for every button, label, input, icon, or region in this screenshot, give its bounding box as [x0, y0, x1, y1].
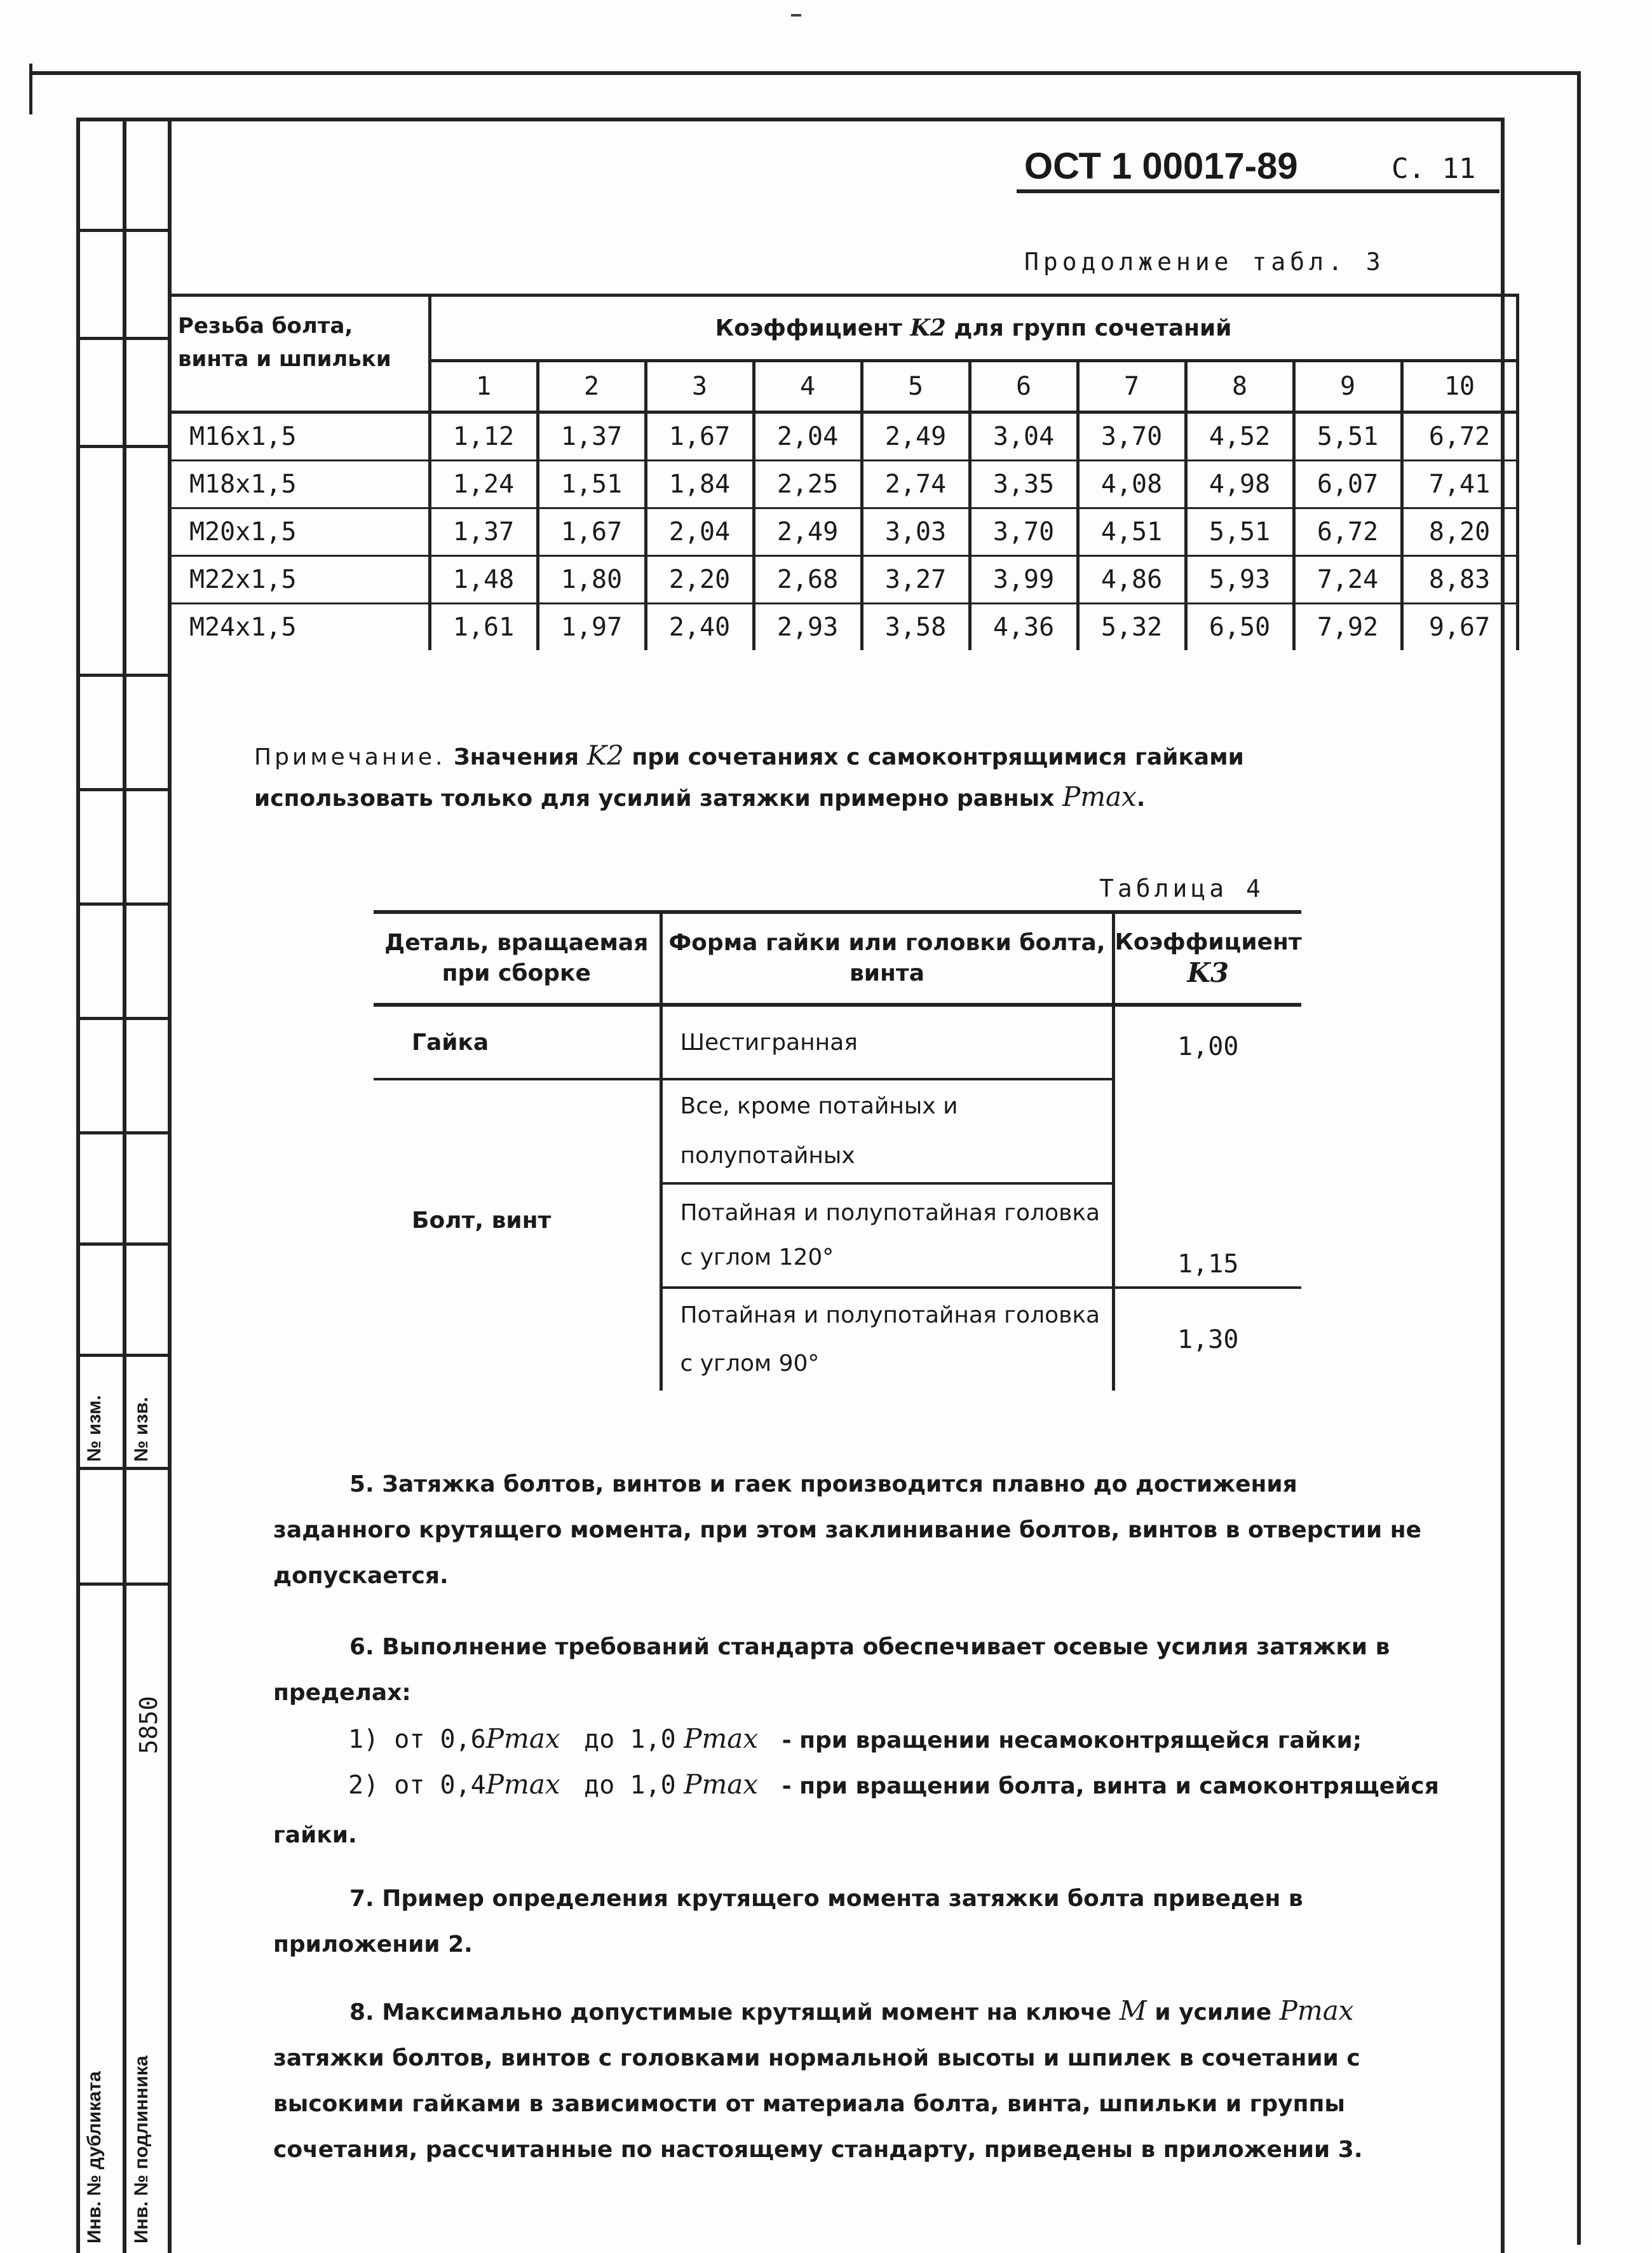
paragraph-6-item-2	[348, 1762, 1492, 1809]
thread-size-cell: М16x1,5	[170, 412, 430, 461]
strip-divider	[76, 788, 172, 791]
item1-to: до 1,0	[584, 1725, 676, 1754]
k2-value-cell: 5,93	[1186, 556, 1294, 604]
col-coef-header	[1113, 912, 1301, 1005]
margin-dublikat: Инв. № дубликата	[84, 2071, 105, 2243]
k2-value-cell: 5,51	[1186, 508, 1294, 556]
note-text-b: при сочетаниях с самоконтрящимися гайками использовать только для усилий затяжки примерно равных	[254, 744, 1244, 812]
k2-value-cell: 3,03	[862, 508, 970, 556]
k2-value-cell: 1,12	[430, 412, 538, 461]
k2-value-cell: 8,20	[1402, 508, 1517, 556]
strip-divider	[76, 1583, 172, 1586]
coef-cell: 1,00	[1113, 1005, 1301, 1183]
k2-value-cell: 3,04	[970, 412, 1078, 461]
note-text-a: Значения	[454, 744, 579, 770]
frame-left-tick	[29, 64, 32, 114]
coefficient-k2-table	[170, 294, 1519, 650]
thread-size-cell: М22x1,5	[170, 556, 430, 604]
pmax-symbol: Pmax	[684, 1769, 759, 1800]
k3-symbol: K3	[1187, 956, 1229, 988]
k2-value-cell: 3,35	[970, 461, 1078, 508]
strip-divider	[76, 229, 172, 232]
p8-text-a: 8. Максимально допустимые крутящий момент на ключе	[349, 1999, 1112, 2025]
k2-value-cell: 7,41	[1402, 461, 1517, 508]
k2-value-cell: 9,67	[1402, 604, 1517, 651]
strip-divider	[76, 1017, 172, 1020]
k2-value-cell: 3,70	[1078, 412, 1186, 461]
k2-value-cell: 8,83	[1402, 556, 1517, 604]
k2-value-cell: 3,27	[862, 556, 970, 604]
k2-value-cell: 7,24	[1294, 556, 1402, 604]
k2-value-cell: 6,72	[1294, 508, 1402, 556]
frame-right-line	[1577, 71, 1581, 2245]
thread-column-header: Резьба болта, винта и шпильки	[170, 296, 430, 412]
strip-divider	[76, 445, 172, 448]
k2-value-cell: 2,25	[754, 461, 862, 508]
item2-to: до 1,0	[584, 1771, 676, 1800]
k2-value-cell: 2,40	[646, 604, 754, 651]
form-cell: Шестигранная	[661, 1005, 1113, 1079]
table-row	[170, 461, 1517, 508]
k2-value-cell: 2,49	[754, 508, 862, 556]
frame-top-line	[29, 71, 1580, 75]
coef-header-label: Коэффициент	[1114, 929, 1302, 955]
k2-value-cell: 5,32	[1078, 604, 1186, 651]
paragraph-5: 5. Затяжка болтов, винтов и гаек производится плавно до достижения заданного крутящего момента, при этом заклинивание болтов, винтов в отверстии не допускается.	[273, 1471, 1422, 1589]
pmax-symbol: Pmax	[485, 1723, 560, 1754]
paragraph-8	[273, 1988, 1430, 2173]
pmax-symbol: Pmax	[684, 1723, 759, 1754]
thread-size-cell: М18x1,5	[170, 461, 430, 508]
form-cell: Потайная и полупотайная головка с углом 90°	[661, 1288, 1113, 1391]
k2-value-cell: 7,92	[1294, 604, 1402, 651]
strip-divider	[76, 902, 172, 906]
k2-value-cell: 6,72	[1402, 412, 1517, 461]
table-row	[170, 556, 1517, 604]
group-header-pre: Коэффициент	[715, 315, 902, 341]
k2-value-cell: 3,70	[970, 508, 1078, 556]
strip-divider	[76, 337, 172, 340]
group-number-header: 9	[1294, 361, 1402, 412]
k2-value-cell: 5,51	[1294, 412, 1402, 461]
document-code: ОСТ 1 00017-89	[1024, 146, 1298, 187]
pmax-symbol: Pmax	[1062, 781, 1137, 812]
k2-value-cell: 1,80	[538, 556, 646, 604]
margin-divider	[123, 118, 126, 2253]
form-cell: Все, кроме потайных и полупотайных	[661, 1079, 1113, 1183]
k2-value-cell: 1,37	[538, 412, 646, 461]
k2-symbol: K2	[586, 740, 624, 771]
coef-cell: 1,15	[1113, 1183, 1301, 1288]
k2-value-cell: 4,52	[1186, 412, 1294, 461]
thread-size-cell: М24x1,5	[170, 604, 430, 651]
k2-value-cell: 4,51	[1078, 508, 1186, 556]
k2-value-cell: 6,07	[1294, 461, 1402, 508]
margin-izv: № изв.	[131, 1397, 152, 1462]
note-end: .	[1136, 786, 1146, 812]
group-number-header: 7	[1078, 361, 1186, 412]
coef-cell: 1,30	[1113, 1288, 1301, 1391]
k2-value-cell: 2,20	[646, 556, 754, 604]
k2-value-cell: 3,99	[970, 556, 1078, 604]
margin-number: 5850	[135, 1696, 163, 1754]
k2-value-cell: 1,48	[430, 556, 538, 604]
margin-podlinnik: Инв. № подлинника	[131, 2055, 152, 2243]
pmax-symbol: Pmax	[485, 1769, 560, 1800]
col-part-header: Деталь, вращаемая при сборке	[374, 912, 661, 1005]
group-number-header: 3	[646, 361, 754, 412]
strip-divider	[76, 1131, 172, 1134]
p8-text-c: затяжки болтов, винтов с головками нормальной высоты и шпилек в сочетании с высокими гайками в зависимости от материала болта, винта, шпильки и группы сочетания, рассчитанные по настоящему стандарту, приведены в приложении 3.	[273, 2045, 1363, 2163]
margin-izm: № изм.	[84, 1395, 105, 1462]
group-number-header: 8	[1186, 361, 1294, 412]
k2-value-cell: 6,50	[1186, 604, 1294, 651]
pmax-symbol: Pmax	[1279, 1995, 1354, 2026]
paragraph-6-item-1	[348, 1716, 1479, 1764]
col-form-header: Форма гайки или головки болта, винта	[661, 912, 1113, 1005]
strip-divider	[76, 1354, 172, 1357]
part-cell: Болт, винт	[374, 1079, 661, 1288]
paragraph-6-item-2-end: гайки.	[273, 1822, 357, 1848]
k2-value-cell: 4,86	[1078, 556, 1186, 604]
k2-value-cell: 2,04	[754, 412, 862, 461]
form-cell: Потайная и полупотайная головка с углом 120°	[661, 1183, 1113, 1288]
strip-divider	[76, 1467, 172, 1470]
k2-value-cell: 2,04	[646, 508, 754, 556]
group-number-header: 6	[970, 361, 1078, 412]
part-cell: Гайка	[412, 1029, 489, 1056]
k2-value-cell: 4,98	[1186, 461, 1294, 508]
table-continuation-caption: Продолжение табл. 3	[1024, 248, 1385, 276]
page-number: С. 11	[1391, 153, 1476, 185]
k2-value-cell: 3,58	[862, 604, 970, 651]
table-row	[170, 604, 1517, 651]
paragraph-6: 6. Выполнение требований стандарта обеспечивает осевые усилия затяжки в пределах:	[273, 1634, 1390, 1706]
table-row	[170, 508, 1517, 556]
k2-value-cell: 1,67	[646, 412, 754, 461]
coefficient-k3-table	[374, 910, 1301, 1391]
group-number-header: 1	[430, 361, 538, 412]
table-row	[170, 412, 1517, 461]
paragraph-7: 7. Пример определения крутящего момента затяжки болта приведен в приложении 2.	[273, 1886, 1303, 1957]
thread-size-cell: М20x1,5	[170, 508, 430, 556]
table-note	[254, 736, 1430, 819]
table4-caption: Таблица 4	[1099, 875, 1264, 902]
group-number-header: 2	[538, 361, 646, 412]
header-rule	[1017, 189, 1500, 193]
group-header	[430, 296, 1517, 361]
k2-value-cell: 4,08	[1078, 461, 1186, 508]
k2-value-cell: 2,68	[754, 556, 862, 604]
k2-value-cell: 4,36	[970, 604, 1078, 651]
group-header-post: для групп сочетаний	[954, 315, 1232, 341]
strip-divider	[76, 674, 172, 677]
group-number-header: 10	[1402, 361, 1517, 412]
part-cell-empty	[374, 1288, 661, 1391]
k2-value-cell: 1,67	[538, 508, 646, 556]
item1-text: - при вращении несамоконтрящейся гайки;	[782, 1727, 1362, 1753]
k2-value-cell: 1,97	[538, 604, 646, 651]
item2-text: - при вращении болта, винта и самоконтрящейся	[782, 1773, 1439, 1799]
group-number-header: 5	[862, 361, 970, 412]
k2-value-cell: 1,61	[430, 604, 538, 651]
p8-text-b: и усилие	[1154, 1999, 1272, 2025]
k2-value-cell: 2,74	[862, 461, 970, 508]
group-number-header: 4	[754, 361, 862, 412]
k2-value-cell: 2,49	[862, 412, 970, 461]
k2-symbol: K2	[910, 315, 946, 341]
k2-value-cell: 1,24	[430, 461, 538, 508]
k2-value-cell: 1,84	[646, 461, 754, 508]
k2-value-cell: 2,93	[754, 604, 862, 651]
item2-from: 2) от 0,4	[348, 1771, 486, 1800]
note-lead: Примечание.	[254, 744, 446, 770]
item1-from: 1) от 0,6	[348, 1725, 486, 1754]
m-symbol: M	[1119, 1995, 1147, 2026]
strip-divider	[76, 1242, 172, 1246]
k2-value-cell: 1,37	[430, 508, 538, 556]
k2-value-cell: 1,51	[538, 461, 646, 508]
scan-mark	[791, 14, 801, 17]
